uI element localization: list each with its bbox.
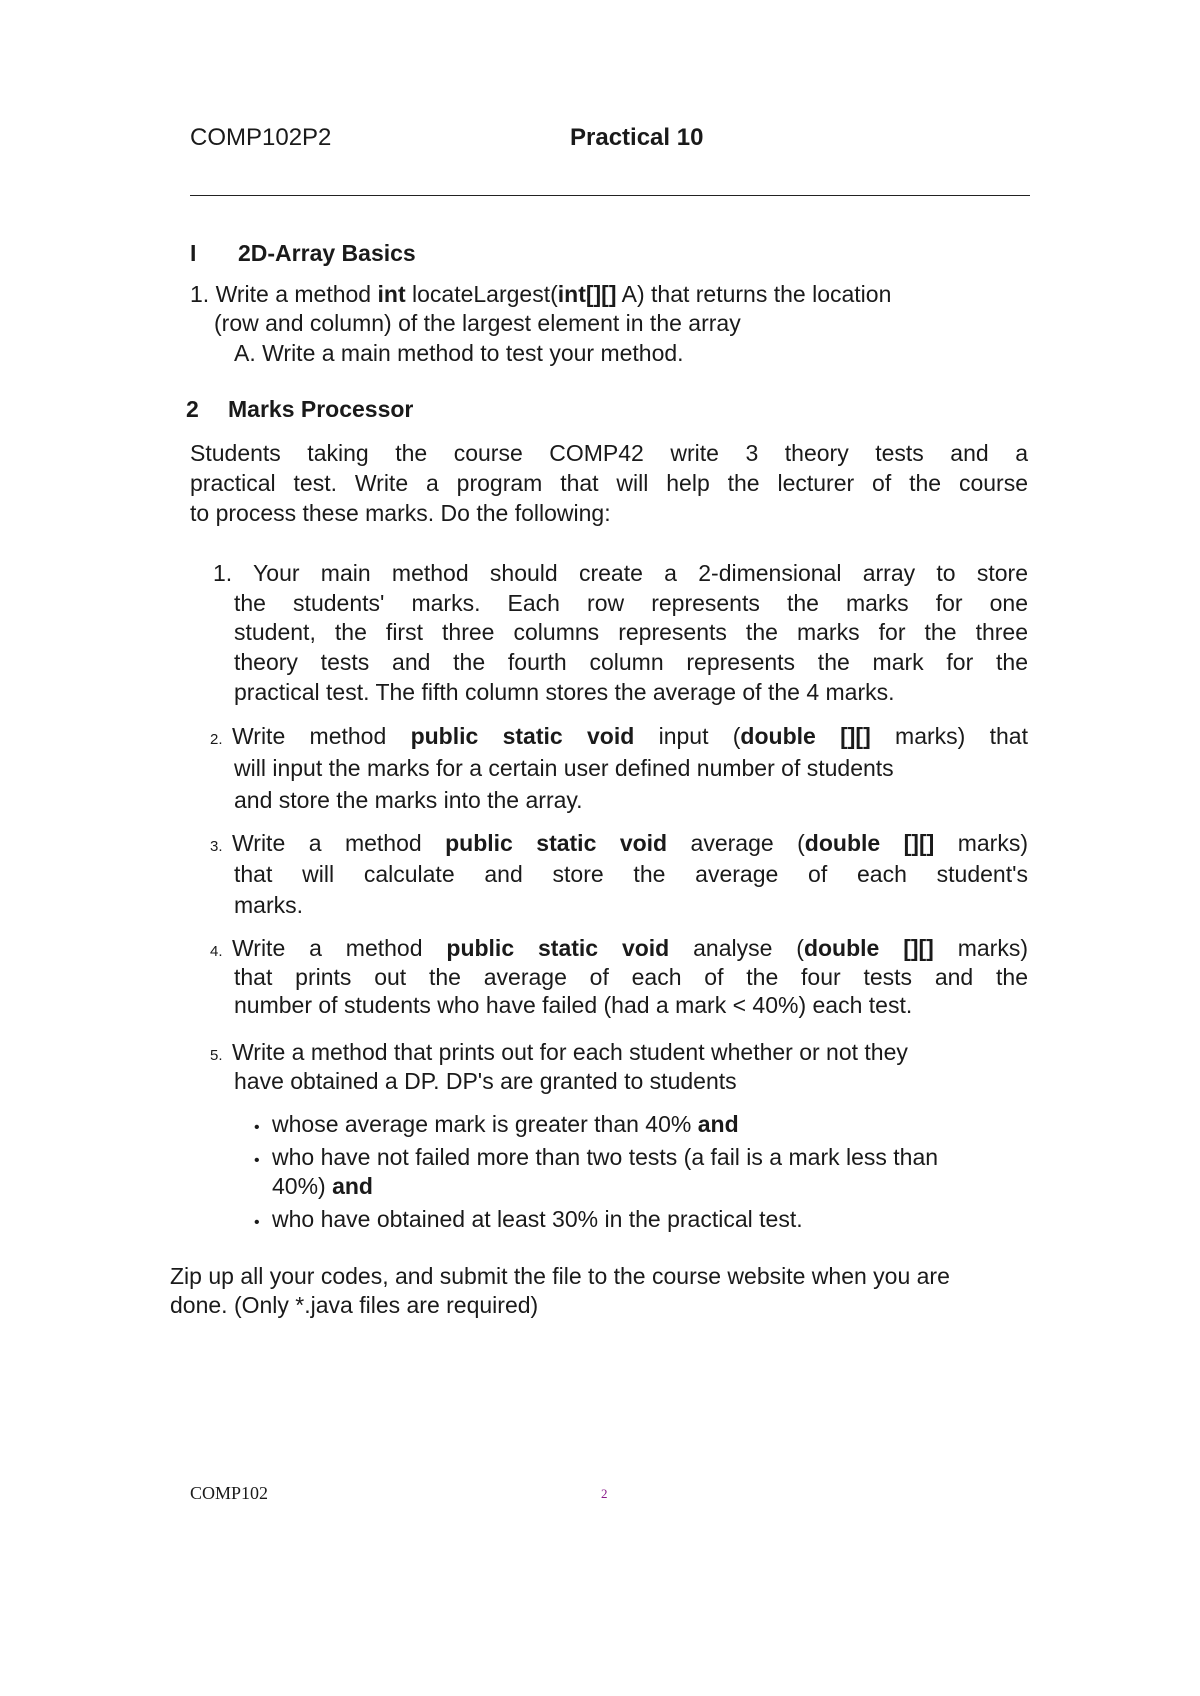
s2-intro-line3: to process these marks. Do the following: [190,500,611,526]
section-number: I [190,240,197,266]
s1-item1-line1: 1. Write a method int locateLargest(int[][] A) that returns the location [190,281,892,307]
bullet-icon: • [254,1119,260,1136]
dp-criterion-item: • whose average mark is greater than 40% and [254,1110,739,1142]
course-code: COMP102P2 [190,124,332,151]
s2-item4-line2: that prints out the average of each of the four tests and the [234,964,1028,990]
page-number: 2 [601,1486,608,1501]
s2-item5-line1: 5. Write a method that prints out for each student whether or not they [210,1039,908,1065]
section-title: Marks Processor [228,396,414,422]
dp-criterion-item-continuation: 40%) and [272,1173,373,1199]
s2-item1-line3: student, the first three columns represents the marks for the three [234,619,1028,645]
s1-item1-line2: (row and column) of the largest element in the array [214,310,741,336]
s2-item1-line5: practical test. The fifth column stores the average of the 4 marks. [234,679,895,705]
s2-item1-line4: theory tests and the fourth column represents the mark for the [234,649,1028,675]
s2-item3-line2: that will calculate and store the average of each student's [234,861,1028,887]
s2-item4-line3: number of students who have failed (had a mark < 40%) each test. [234,992,913,1018]
closing-line2: done. (Only *.java files are required) [170,1292,539,1318]
s2-item3-line1: 3. Write a method public static void average (double [][] marks) [210,830,1028,856]
footer-course-code: COMP102 [190,1483,269,1503]
section-title: 2D-Array Basics [238,240,416,266]
s2-item4-line1: 4. Write a method public static void analyse (double [][] marks) [210,935,1028,961]
section-number: 2 [186,396,199,422]
s2-item3-line3: marks. [234,892,303,918]
s2-item2-line2: will input the marks for a certain user defined number of students [234,755,894,781]
bullet-icon: • [254,1214,260,1231]
s2-item1-line2: the students' marks. Each row represents the marks for one [234,590,1028,616]
s2-intro-line2: practical test. Write a program that will help the lecturer of the course [190,470,1028,496]
closing-line1: Zip up all your codes, and submit the file to the course website when you are [170,1263,950,1289]
header-divider [190,195,1030,196]
section-2-heading [186,396,413,423]
bullet-icon: • [254,1152,260,1169]
s2-intro-line1: Students taking the course COMP42 write 3 theory tests and a [190,440,1028,466]
s2-item5-line2: have obtained a DP. DP's are granted to students [234,1068,737,1094]
s1-item1-line3: A. Write a main method to test your method. [234,340,684,366]
s2-item2-line3: and store the marks into the array. [234,787,583,813]
practical-title: Practical 10 [570,124,704,151]
dp-criterion-item: • who have obtained at least 30% in the practical test. [254,1205,803,1237]
s2-item1-line1: 1. Your main method should create a 2-dimensional array to store [213,560,1028,586]
page-header [190,124,1030,158]
section-1-heading [190,240,416,267]
s2-item2-line1: 2. Write method public static void input (double [][] marks) that [210,723,1028,749]
dp-criterion-item: • who have not failed more than two tests (a fail is a mark less than [254,1143,938,1175]
